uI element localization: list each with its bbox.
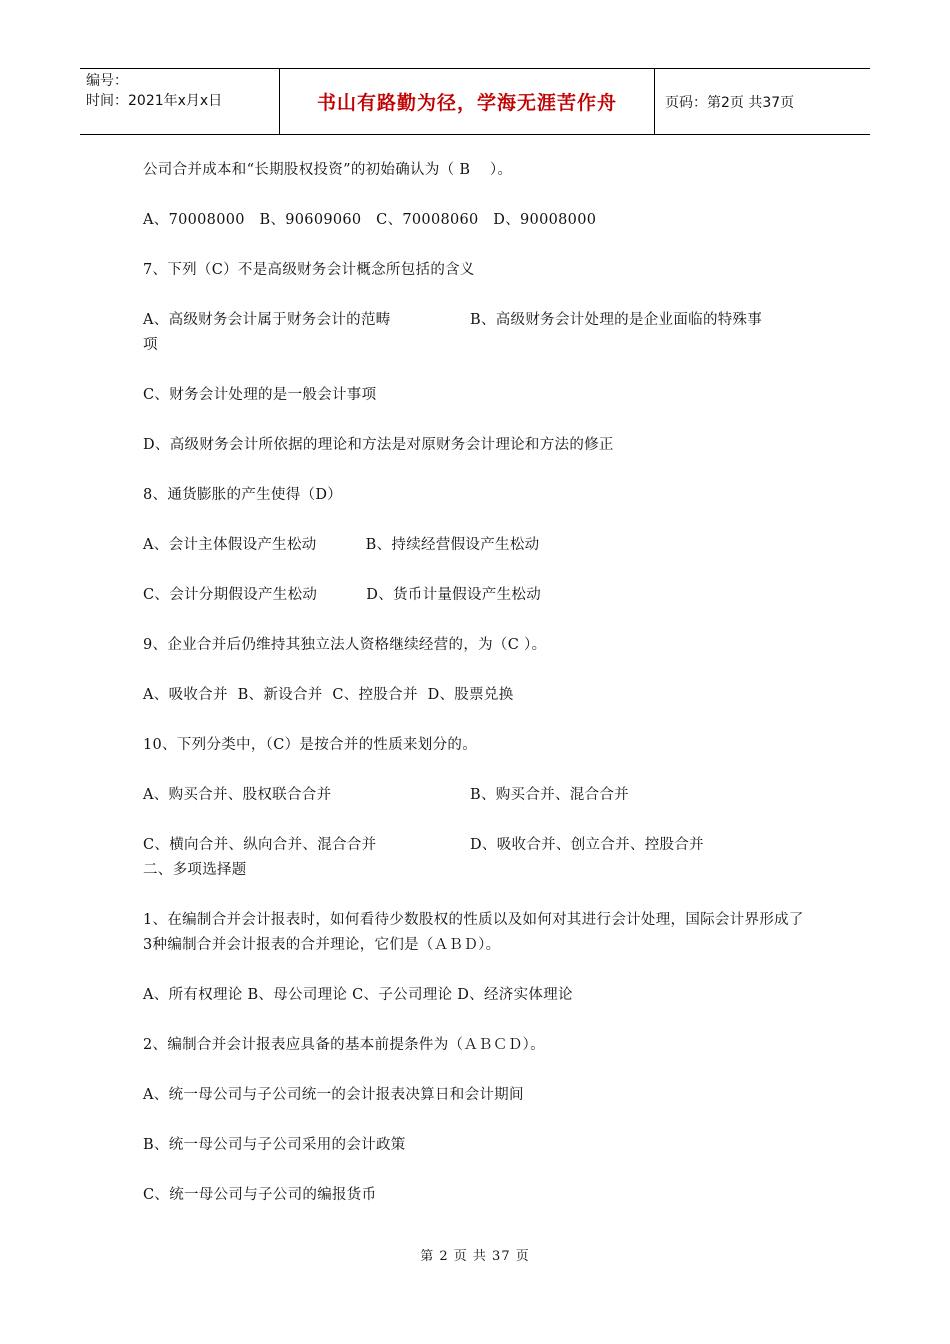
option-d: D、吸收合并、创立合并、控股合并 — [470, 837, 704, 853]
document-number: 编号： — [86, 73, 128, 89]
question-10: 10、下列分类中，（C）是按合并的性质来划分的。 — [143, 737, 477, 753]
multi-question-1: 1、在编制合并会计报表时，如何看待少数股权的性质以及如何对其进行会计处理，国际会计界形成了3种编制合并会计报表的合并理论，它们是（ＡＢＤ）。 — [143, 912, 804, 953]
option-b: B、统一母公司与子公司采用的会计政策 — [143, 1137, 406, 1153]
question-7-options-ab — [143, 308, 813, 333]
answer-options: A、70008000 B、90609060 C、70008060 D、90008000 — [143, 212, 597, 228]
question-9-options: A、吸收合并 B、新设合并 C、控股合并 D、股票兑换 — [143, 687, 514, 703]
header-meta — [80, 69, 280, 134]
option-c: C、统一母公司与子公司的编报货币 — [143, 1187, 377, 1203]
question-10-options-cd — [143, 833, 813, 858]
question-7: 7、下列（C）不是高级财务会计概念所包括的含义 — [143, 262, 475, 278]
option-c: C、财务会计处理的是一般会计事项 — [143, 387, 377, 403]
option-a: A、购买合并、股权联合合并 — [143, 787, 332, 803]
question-9: 9、企业合并后仍维持其独立法人资格继续经营的，为（C ）。 — [143, 637, 547, 653]
option-c: C、横向合并、纵向合并、混合合并 — [143, 837, 377, 853]
question-line: 公司合并成本和“长期股权投资”的初始确认为（ B ）。 — [143, 162, 513, 178]
option-b: B、购买合并、混合合并 — [470, 787, 629, 803]
page-header — [80, 68, 870, 135]
question-8-options-cd: C、会计分期假设产生松动 D、货币计量假设产生松动 — [143, 587, 542, 603]
multi-question-2: 2、编制合并会计报表应具备的基本前提条件为（ＡＢＣＤ）。 — [143, 1037, 545, 1053]
header-page-number: 页码：第2页 共37页 — [665, 94, 795, 111]
option-a: A、统一母公司与子公司统一的会计报表决算日和会计期间 — [143, 1087, 524, 1103]
option-b-wrap: 项 — [143, 337, 158, 353]
section-heading: 二、多项选择题 — [143, 862, 247, 878]
question-8: 8、通货膨胀的产生使得（D） — [143, 487, 343, 503]
multi-question-1-options: A、所有权理论 B、母公司理论 C、子公司理论 D、经济实体理论 — [143, 987, 573, 1003]
question-10-options-ab — [143, 783, 813, 808]
option-b: B、高级财务会计处理的是企业面临的特殊事 — [470, 312, 763, 328]
page-footer: 第 2 页 共 37 页 — [420, 1249, 530, 1264]
header-motto: 书山有路勤为径，学海无涯苦作舟 — [280, 69, 655, 134]
document-body — [143, 158, 813, 1233]
option-a: A、高级财务会计属于财务会计的范畴 — [143, 312, 391, 328]
document-time: 时间：2021年x月x日 — [86, 93, 223, 109]
option-d: D、高级财务会计所依据的理论和方法是对原财务会计理论和方法的修正 — [143, 437, 614, 453]
question-8-options-ab: A、会计主体假设产生松动 B、持续经营假设产生松动 — [143, 537, 540, 553]
